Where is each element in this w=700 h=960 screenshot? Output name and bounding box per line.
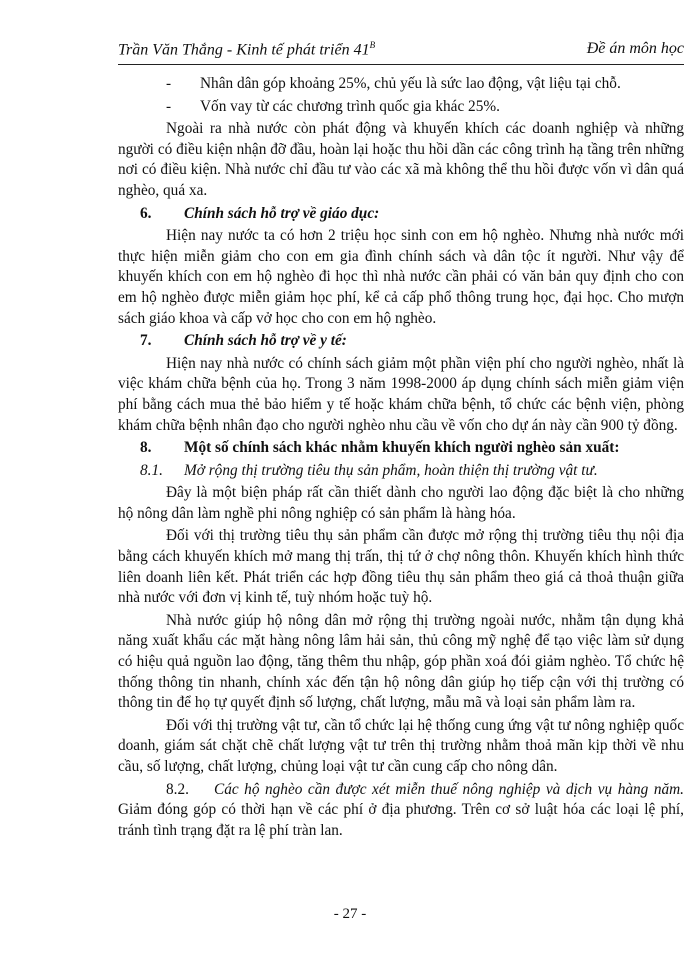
header-author-course: Trần Văn Thắng - Kinh tế phát triển $41^B$	[118, 40, 376, 59]
page-number: - 27 -	[333, 906, 367, 922]
paragraph: Nhà nước giúp hộ nông dân mở rộng thị trường ngoài nước, nhằm tận dụng khả năng xuất khẩu các mặt hàng nông lâm hải sản, thủ công mỹ nghệ để tạo việc làm sử dụng có hiệu quả nguồn lao động, tăng thêm thu nhập, góp phần xoá đói giảm nghèo. Tổ chức hệ thống thông tin nhanh, chính xác đến tận hộ nông dân giúp họ tiếp cận với thị trường có thông tin để họ tự quyết định số lượng, chất lượng, mẫu mã và loại sản phẩm làm ra.	[118, 611, 684, 712]
paragraph: Hiện nay nhà nước có chính sách giảm một phần viện phí cho người nghèo, nhất là việc khám chữa bệnh của họ. Trong 3 năm 1998-2000 áp dụng chính sách miễn giảm viện phí bằng cách mua thẻ bảo hiểm y tế hoặc khám chữa bệnh, tổ chức các bệnh viện, phòng khám chữa bệnh nhân đạo cho người nghèo nhu cầu về vốn cho dự án này cần 900 tỷ đồng.	[118, 354, 684, 434]
section-heading-7: 7. Chính sách hỗ trợ về y tế:	[140, 332, 347, 350]
bullet-loan-capital: - Vốn vay từ các chương trình quốc gia khác 25%.	[166, 97, 500, 115]
paragraph: Ngoài ra nhà nước còn phát động và khuyến khích các doanh nghiệp và những người có điều kiện nhận đỡ đầu, hoàn lại hoặc thu hồi dần các công trình hạ tầng trên những nơi có điều kiện. Nhà nước chỉ đầu tư vào các xã mà không thể thu hồi được vốn vì dân quá nghèo, quá xa.	[118, 120, 684, 199]
section-heading-6: 6. Chính sách hỗ trợ về giáo dục:	[140, 204, 380, 222]
bullet-people-contribution: - Nhân dân góp khoảng 25%, chủ yếu là sức lao động, vật liệu tại chỗ.	[166, 75, 621, 92]
paragraph: Đối với thị trường tiêu thụ sản phẩm cần được mở rộng thị trường tiêu thụ nội địa bằng cách khuyến khích mở mang thị trấn, thị tứ ở chợ nông thôn. Khuyến khích hình thức liên doanh liên kết. Phát triển các hợp đồng tiêu thụ sản phẩm theo giá cả thoả thuận giữa nhà nước với đơn vị kinh tế, tuỳ nhóm hoặc tuỳ hộ.	[118, 527, 684, 607]
paragraph: Hiện nay nước ta có hơn 2 triệu học sinh con em hộ nghèo. Nhưng nhà nước mới thực hiện miễn giảm cho con em gia đình chính sách và dân tộc ít người. Như vậy để khuyến khích con em hộ nghèo đi học thì nhà nước cần phải có văn bản quy định cho con em hộ nghèo được miễn giảm học phí, kể cả cấp phổ thông trung học, đại học. Cho mượn sách giáo khoa và cấp vở học cho con em hộ nghèo.	[118, 227, 684, 327]
header-document-type: Đề án môn học	[586, 40, 684, 57]
subsection-8-2: 8.2. Các hộ nghèo cần được xét miễn thuế nông nghiệp và dịch vụ hàng năm. Giảm đóng góp có thời hạn về các phí ở địa phương. Trên cơ sở luật hóa các loại lệ phí, tránh tình trạng đặt ra lệ phí tràn lan.	[118, 780, 684, 839]
subsection-heading-8-1: 8.1. Mở rộng thị trường tiêu thụ sản phẩm, hoàn thiện thị trường vật tư.	[140, 461, 598, 479]
page-body	[118, 74, 684, 843]
section-heading-8: 8. Một số chính sách khác nhằm khuyến khích người nghèo sản xuất:	[140, 439, 620, 457]
page-header	[118, 40, 684, 65]
paragraph: Đây là một biện pháp rất cần thiết dành cho người lao động đặc biệt là cho những hộ nông dân làm nghề phi nông nghiệp có sản phẩm là hàng hóa.	[118, 484, 684, 522]
paragraph: Đối với thị trường vật tư, cần tổ chức lại hệ thống cung ứng vật tư nông nghiệp quốc doanh, giám sát chặt chẽ chất lượng vật tư trên thị trường nhằm thoả mãn kịp thời về nhu cầu, số lượng, chất lượng, chủng loại vật tư cần cung cấp cho nông dân.	[118, 716, 684, 775]
